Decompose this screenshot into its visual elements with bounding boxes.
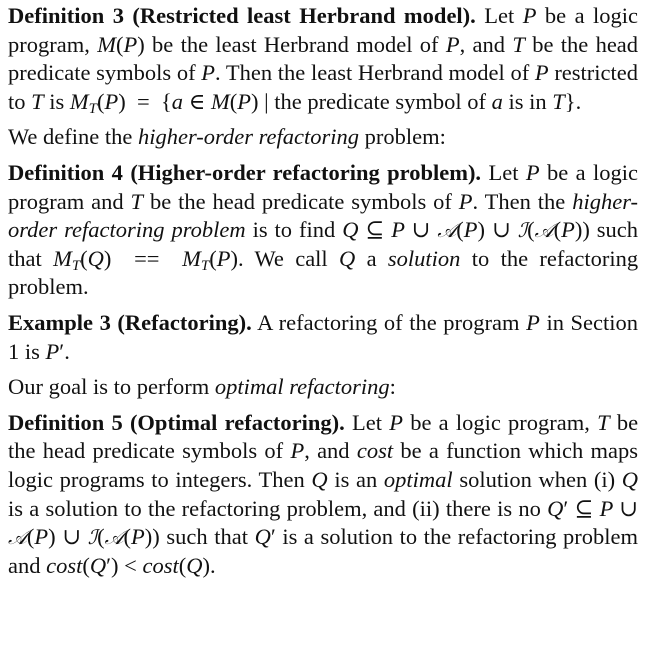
math-expression: $M_T(P)$ [69, 88, 126, 117]
math-symbol: T [552, 88, 565, 114]
math-symbol: P [201, 60, 215, 86]
paper-page [8, 2, 638, 580]
text: is a solution to the refactoring problem, and (ii) there is no [8, 495, 541, 521]
math-symbol: a [491, 88, 503, 114]
math-symbol: T [512, 31, 525, 57]
math-symbol: P [389, 409, 403, 435]
definition-3-label: Definition 3 [8, 3, 124, 28]
text: Our goal is to perform [8, 374, 210, 400]
math-symbol: T [597, 409, 610, 435]
text: problem: [364, 124, 446, 150]
text: . [64, 338, 70, 364]
text: is to find [252, 217, 336, 243]
example-3-title: (Refactoring). [117, 309, 252, 335]
text: . We call [237, 245, 328, 271]
text: a [366, 245, 377, 271]
math-symbol: P [290, 438, 305, 464]
math-operator: ⊆ [365, 217, 385, 243]
text: be a logic program, [410, 409, 590, 435]
math-expression: P ∪ 𝒜(P) ∪ ℐ(𝒜(P)) [391, 217, 590, 243]
math-symbol: T [130, 188, 144, 214]
text: the predicate symbol of [274, 88, 487, 114]
text: be the head predicate symbols of [8, 31, 639, 86]
math-symbol: P [522, 3, 537, 28]
math-expression: P ∪ 𝒜(P) ∪ ℐ(𝒜(P)) [8, 495, 638, 550]
text: , and [459, 31, 506, 57]
text: be a logic program, [8, 3, 638, 57]
math-expression: cost(Q) [142, 552, 210, 578]
math-operator: ∈ [188, 88, 206, 114]
text: be a logic program and [8, 159, 639, 214]
emphasis-text: higher-order refactoring [138, 124, 359, 150]
math-symbol: Q [339, 245, 356, 271]
text: Let [488, 159, 519, 185]
text: such that [8, 217, 639, 271]
text: Let [352, 409, 382, 435]
text: A refactoring of the program [257, 309, 520, 335]
text: , and [304, 438, 350, 464]
emphasis-text: optimal [383, 466, 453, 492]
text: . [210, 552, 216, 578]
math-operator: | [264, 88, 269, 114]
text: . Then the least Herbrand model of [215, 60, 530, 86]
definition-4-title: (Higher-order refactoring problem). [130, 159, 482, 185]
text: in Section 1 is [8, 309, 639, 364]
text: be the head predicate symbols of [149, 188, 452, 214]
math-symbol: Q [342, 217, 359, 243]
math-expression: M(P) [97, 31, 145, 57]
math-expression: Q′ [547, 495, 569, 521]
text: such that [166, 524, 248, 550]
definition-3 [8, 2, 638, 116]
math-symbol: P [445, 31, 460, 57]
text: . Then the [472, 188, 566, 214]
math-symbol: cost [356, 438, 394, 464]
math-symbol: Q [621, 466, 639, 492]
example-3 [8, 309, 638, 366]
math-operator: = [137, 88, 150, 114]
text: be the head predicate symbols of [8, 409, 639, 464]
math-operator: == [134, 245, 160, 271]
math-symbol: T [31, 88, 44, 114]
text: be the least Herbrand model of [152, 31, 439, 57]
text: is a solution to the refactoring problem and [8, 524, 639, 578]
text: : [389, 374, 396, 400]
math-operator: ⊆ [574, 495, 594, 521]
text: be a function which maps logic programs to integers. Then [8, 438, 639, 492]
math-symbol: P [458, 188, 473, 214]
intro-optimal [8, 373, 638, 402]
definition-5 [8, 409, 638, 581]
emphasis-text: solution [387, 245, 461, 271]
text: . [575, 88, 582, 114]
intro-refactoring [8, 123, 638, 152]
definition-5-label: Definition 5 [8, 409, 123, 435]
math-expression: P′ [45, 338, 65, 364]
math-symbol: P [525, 159, 540, 185]
text: restricted to [8, 60, 639, 114]
text: We define the [8, 124, 133, 150]
emphasis-text: higher-order refactoring problem [8, 188, 638, 243]
math-symbol: { [160, 88, 172, 114]
math-symbol: P [526, 309, 540, 335]
math-expression: cost(Q′) [46, 552, 119, 578]
definition-4-label: Definition 4 [8, 159, 123, 185]
definition-3-title: (Restricted least Herbrand model). [132, 3, 476, 28]
math-expression: $M_T(Q)$ [53, 245, 112, 274]
math-symbol: P [534, 60, 549, 86]
text: to the refactoring problem. [8, 245, 639, 300]
text: Let [484, 3, 515, 28]
definition-4 [8, 159, 638, 302]
math-symbol: a [171, 88, 184, 114]
text: is in [508, 88, 547, 114]
math-expression: $M_T(P)$ [182, 245, 238, 274]
math-symbol: } [564, 88, 576, 114]
emphasis-text: optimal refactoring [214, 374, 390, 400]
text: solution when (i) [459, 466, 616, 492]
math-symbol: Q [311, 466, 328, 492]
example-3-label: Example 3 [8, 309, 111, 335]
math-expression: M(P) [210, 88, 259, 114]
math-expression: Q′ [254, 524, 276, 550]
text: is an [334, 466, 378, 492]
definition-5-title: (Optimal refactoring). [129, 409, 345, 435]
text: is [49, 88, 65, 114]
math-operator: < [124, 552, 137, 578]
